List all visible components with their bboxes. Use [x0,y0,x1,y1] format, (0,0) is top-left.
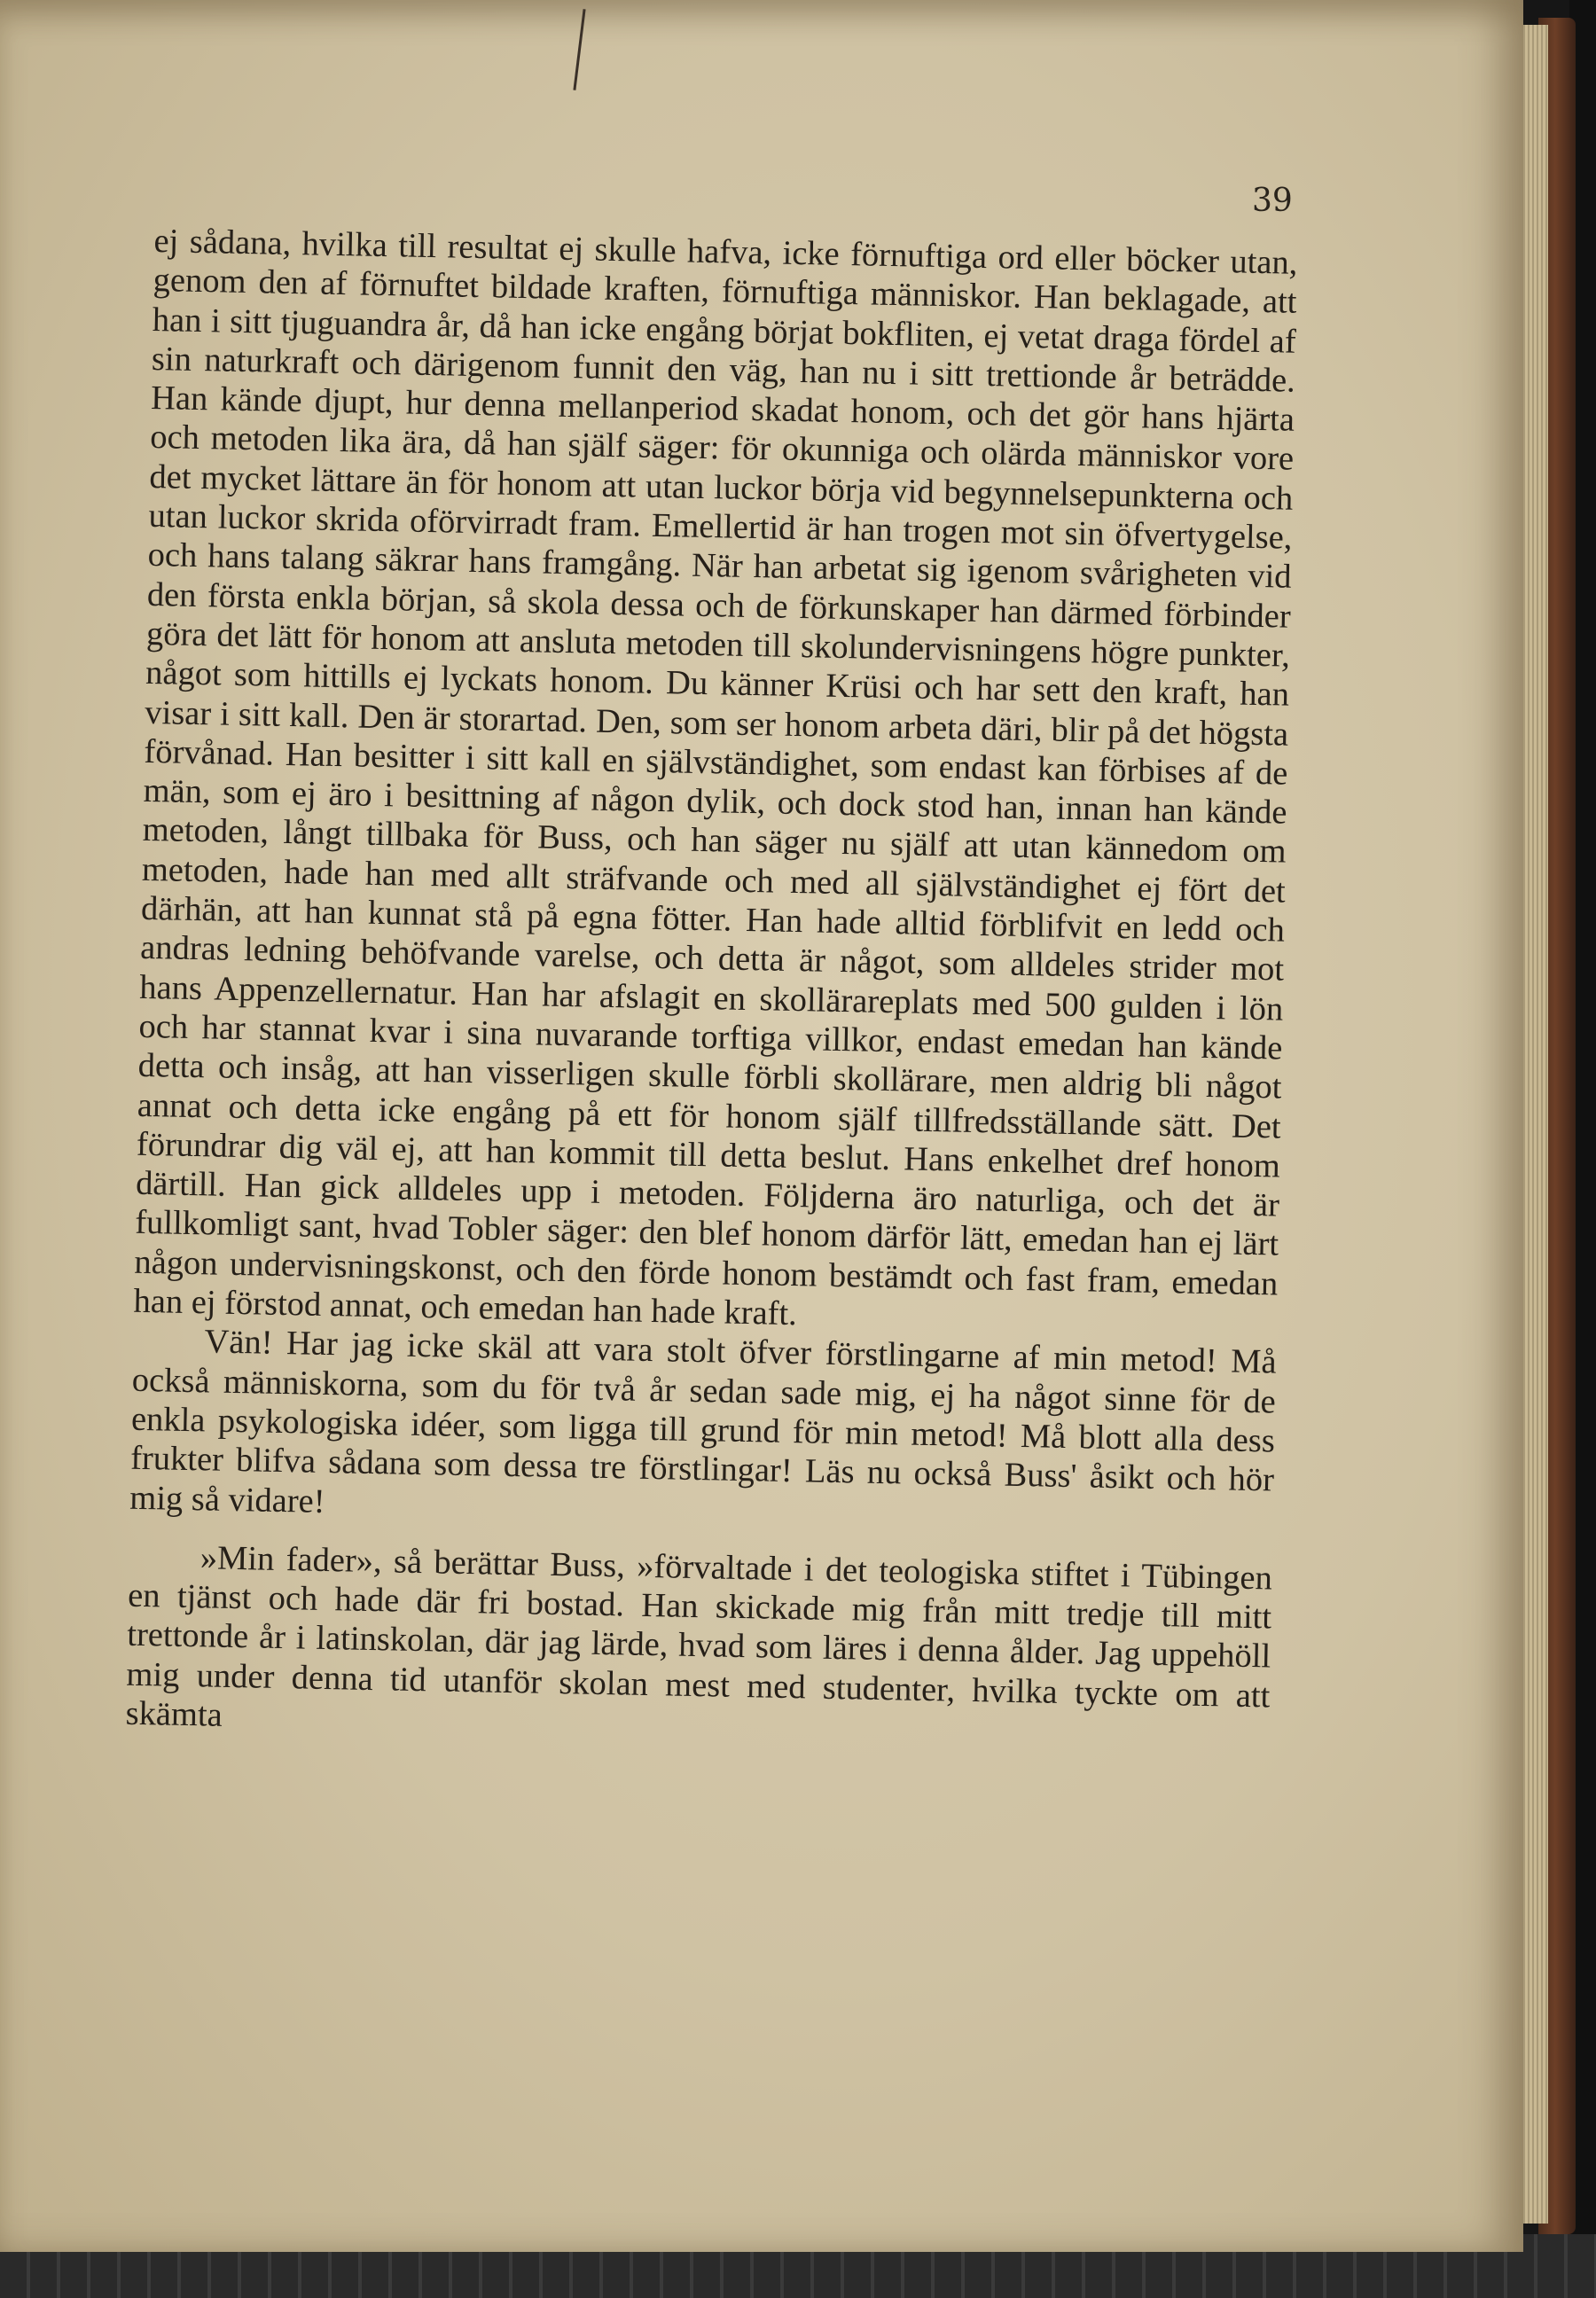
paragraph-2: Vän! Har jag icke skäl att vara stolt öfver förstlingarne af min metod! Må också människorna, som du för två år sedan sade mig, ej ha något sinne för de enkla psykologiska idéer, som ligga till grund för min metod! Må blott alla dess frukter blifva sådana som dessa tre förstlingar! Läs nu också Buss' åsikt och hör mig så vidare! [129,1323,1277,1520]
paragraph-3: »Min fader», så berättar Buss, »förvaltade i det teologiska stiftet i Tübingen en tjänst och hade där fri bostad. Han skickade mig från mitt tredje till mitt trettonde år i latinskolan, där jag lärde, hvad som läres i denna ålder. Jag uppehöll mig under denna tid utanför skolan mest med studenter, hvilka tyckte om att skämta [125,1539,1273,1734]
page-number: 39 [1252,183,1293,219]
pencil-mark [573,9,585,90]
paragraph-1: ej sådana, hvilka till resultat ej skulle hafva, icke förnuftiga ord eller böcker utan, genom den af förnuftet bildade kraften, förnuftiga människor. Han beklagade, att han i sitt tjuguandra år, då han icke engång börjat bokfliten, ej vetat draga fördel af sin naturkraft och därigenom funnit den väg, han nu i sitt trettionde år beträdde. Han kände djupt, hur denna mellanperiod skadat honom, och det gör hans hjärta och metoden lika ära, då han själf säger: för okunniga och olärda människor vore det mycket lättare än för honom att utan luckor börja vid begynnelsepunkterna och utan luckor skrida oförvirradt fram. Emellertid är han trogen mot sin öfvertygelse, och hans talang säkrar hans framgång. När han arbetat sig igenom svårigheten vid den första enkla början, så skola dessa och de förkunskaper han därmed förbinder göra det lätt för honom att ansluta metoden till skolundervisningens högre punkter, något som hittills ej lyckats honom. Du känner Krüsi och har sett den kraft, han visar i sitt kall. Den är storartad. Den, som ser honom arbeta däri, blir på det högsta förvånad. Han besitter i sitt kall en självständighet, som endast kan förbises af de män, som ej äro i besittning af någon dylik, och dock stod han, innan han kände metoden, långt tillbaka för Buss, och han säger nu själf att utan kännedom om metoden, hade han med allt sträfvande och med all självständighet ej fört det därhän, att han kunnat stå på egna fötter. Han hade alltid förblifvit en ledd och andras ledning behöfvande varelse, och detta är något, som alldeles strider mot hans Appenzellernatur. Han har afslagit en skollärareplats med 500 gulden i lön och har stannat kvar i sina nuvarande torftiga villkor, endast emedan han kände detta och insåg, att han visserligen skulle förbli skollärare, men aldrig bli något annat och detta icke engång på ett för honom själf tillfredsställande sätt. Det förundrar dig väl ej, att han kommit till detta beslut. Hans enkelhet dref honom därtill. Han gick alldeles upp i metoden. Följderna äro naturliga, och det är fullkomligt sant, hvad Tobler säger: den blef honom därför lätt, emedan han ej lärt någon undervisningskonst, och den förde honom bestämdt och fast fram, emedan han ej förstod annat, och emedan han hade kraft. [133,222,1298,1333]
body-text [125,222,1297,1755]
